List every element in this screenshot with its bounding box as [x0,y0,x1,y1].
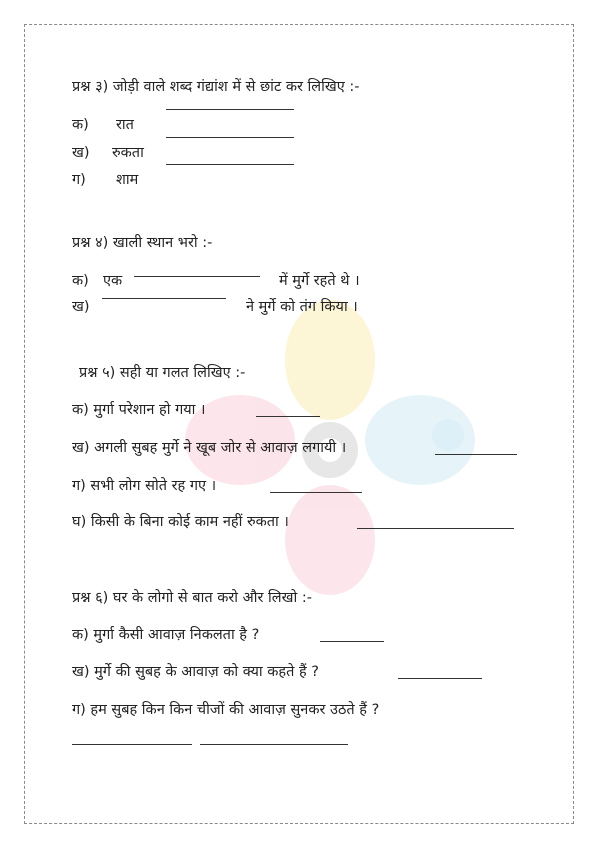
q6-item: ख) मुर्गे की सुबह के आवाज़ को क्या कहते हैं ? [72,664,319,680]
q3-title: प्रश्न ३) जोड़ी वाले शब्द गंद्यांश में से छांट कर लिखिए :- [72,79,360,95]
q5-answer-line-1[interactable] [435,454,517,455]
q6-answer-line-0[interactable] [320,641,384,642]
q3-item-word: शाम [116,172,139,188]
q6-item: क) मुर्गा कैसी आवाज़ निकलता है ? [72,627,260,643]
q5-title: प्रश्न ५) सही या गलत लिखिए :- [79,365,246,381]
q3-item-word: रात [116,117,134,133]
q6-answer-line-2[interactable] [72,744,192,745]
q6-item: ग) हम सुबह किन किन चीजों की आवाज़ सुनकर उठते हैं ? [72,702,380,718]
q5-item: ग) सभी लोग सोते रह गए । [72,478,217,494]
q4-title: प्रश्न ४) खाली स्थान भरो :- [72,235,213,251]
q5-answer-line-0[interactable] [256,416,320,417]
q3-item-label: ग) [72,172,86,188]
q3-item-label: क) [72,117,89,133]
q4-item-a-label: क) [72,273,89,289]
q4-item-b-after: ने मुर्गे को तंग किया । [246,299,358,315]
q5-item: ख) अगली सुबह मुर्गे ने खूब जोर से आवाज़ लगायी । [72,440,347,456]
q6-answer-line-1[interactable] [398,678,482,679]
q3-answer-line-2[interactable] [166,164,294,165]
q5-answer-line-2[interactable] [270,492,362,493]
q5-answer-line-3[interactable] [357,528,514,529]
q3-item-word: रुकता [112,145,144,161]
q4-item-a-after: में मुर्गे रहते थे । [279,273,360,289]
q3-answer-line-1[interactable] [166,137,294,138]
q6-title: प्रश्न ६) घर के लोगो से बात करो और लिखो :- [72,590,312,606]
q6-answer-line-3[interactable] [200,744,348,745]
q5-item: घ) किसी के बिना कोई काम नहीं रुकता । [72,514,289,530]
q4-item-b-label: ख) [72,299,90,315]
q3-answer-line-0[interactable] [166,109,294,110]
q4-item-a-before: एक [103,273,123,289]
q5-item: क) मुर्गा परेशान हो गया । [72,402,206,418]
q4-blank-a[interactable] [134,276,260,277]
q4-blank-b[interactable] [102,298,226,299]
q3-item-label: ख) [72,145,90,161]
